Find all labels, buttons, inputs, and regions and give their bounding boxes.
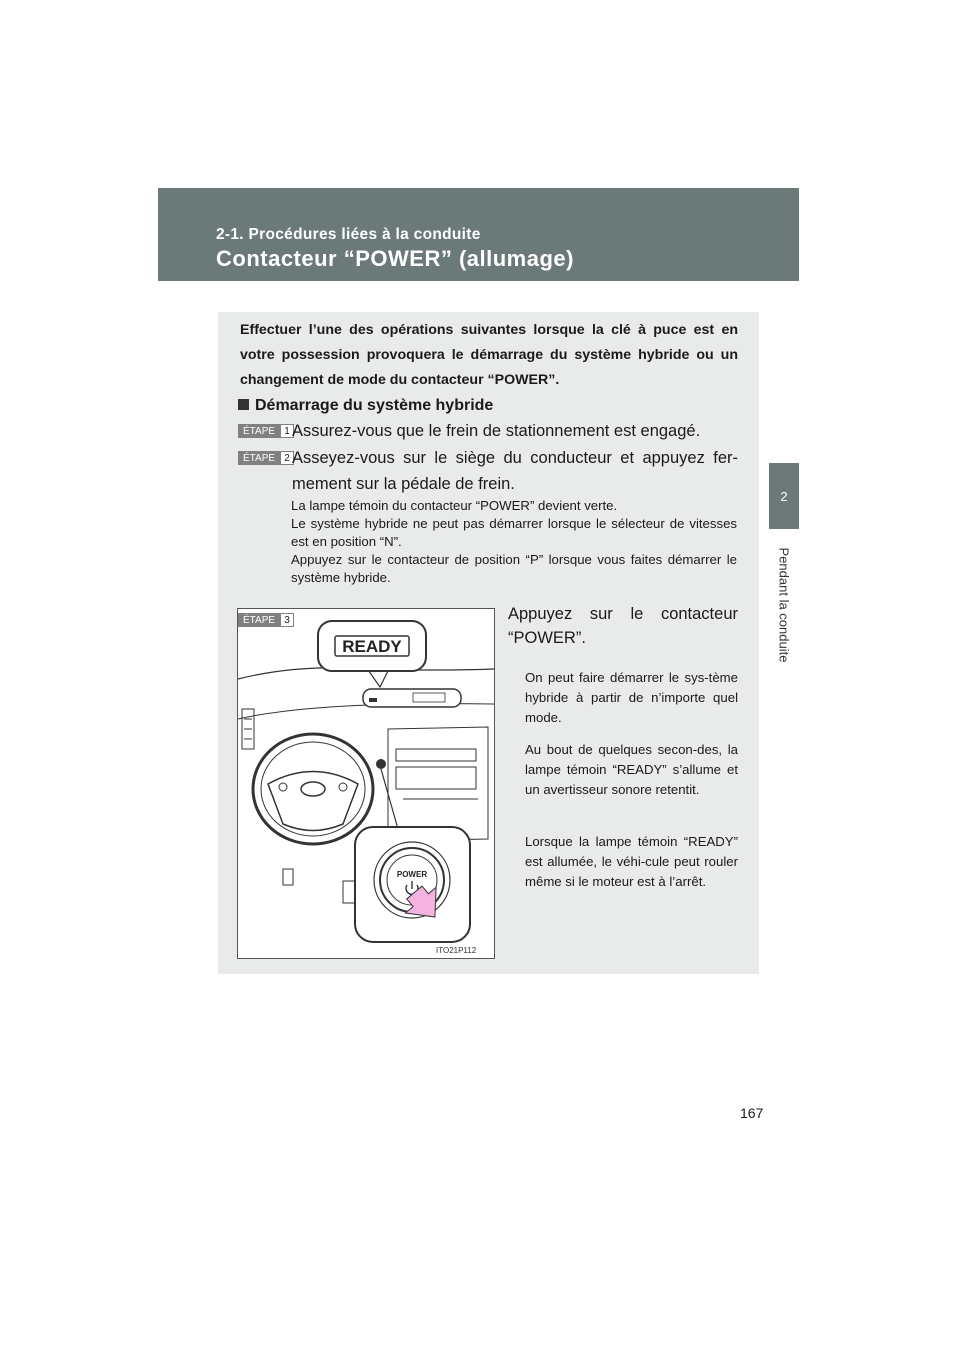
step-3-text: Appuyez sur le contacteur “POWER”. (508, 605, 738, 647)
chapter-tab-number: 2 (769, 463, 799, 529)
step-badge-label: ÉTAPE (238, 613, 280, 627)
step-2-text-line2: mement sur la pédale de frein. (292, 475, 515, 493)
note-line: La lampe témoin du contacteur “POWER” devient verte. (291, 498, 618, 513)
dashboard-illustration (237, 608, 495, 959)
step-badge-number: 1 (280, 424, 294, 438)
step-badge-label: ÉTAPE (238, 451, 280, 465)
chapter-header (158, 188, 799, 281)
step-1-text: Assurez-vous que le frein de stationnement est engagé. (292, 422, 701, 440)
step-3-paragraph: Lorsque la lampe témoin “READY” est allumée, le véhi-cule peut rouler même si le moteur est à l’arrêt. (525, 834, 738, 889)
note-line: Le système hybride ne peut pas démarrer lorsque le sélecteur de vitesses est en position “N”. (291, 516, 737, 549)
square-bullet-icon (238, 399, 249, 410)
step-badge-label: ÉTAPE (238, 424, 280, 438)
step-2-notes (291, 497, 737, 587)
dashboard-drawing (238, 609, 494, 958)
step-badge-2 (238, 451, 294, 465)
note-line: Appuyez sur le contacteur de position “P” lorsque vous faites démarrer le système hybride. (291, 552, 737, 585)
ready-indicator-label: READY (342, 637, 402, 656)
subheading-text: Démarrage du système hybride (255, 397, 494, 414)
intro-paragraph: Effectuer l’une des opérations suivantes lorsque la clé à puce est en votre possession provoquera le démarrage du système hybride ou un changement de mode du contacteur “POWER”. (240, 322, 738, 388)
step-badge-3 (238, 613, 294, 627)
step-3-paragraph: On peut faire démarrer le sys-tème hybride à partir de n’importe quel mode. (525, 670, 738, 725)
page-number: 167 (740, 1105, 764, 1121)
step-3-paragraph: Au bout de quelques secon-des, la lampe témoin “READY” s’allume et un avertisseur sonore retentit. (525, 742, 738, 797)
step-badge-number: 2 (280, 451, 294, 465)
page-title: Contacteur “POWER” (allumage) (216, 246, 574, 271)
chapter-tab-label: Pendant la conduite (776, 547, 792, 663)
subheading (238, 397, 493, 415)
step-badge-number: 3 (280, 613, 294, 627)
figure-code: ITO21P112 (436, 946, 477, 955)
power-button-label: POWER (396, 870, 428, 879)
section-title: 2-1. Procédures liées à la conduite (216, 226, 481, 243)
step-badge-1 (238, 424, 294, 438)
step-2-text-line1: Asseyez-vous sur le siège du conducteur et appuyez fer- (292, 449, 738, 467)
